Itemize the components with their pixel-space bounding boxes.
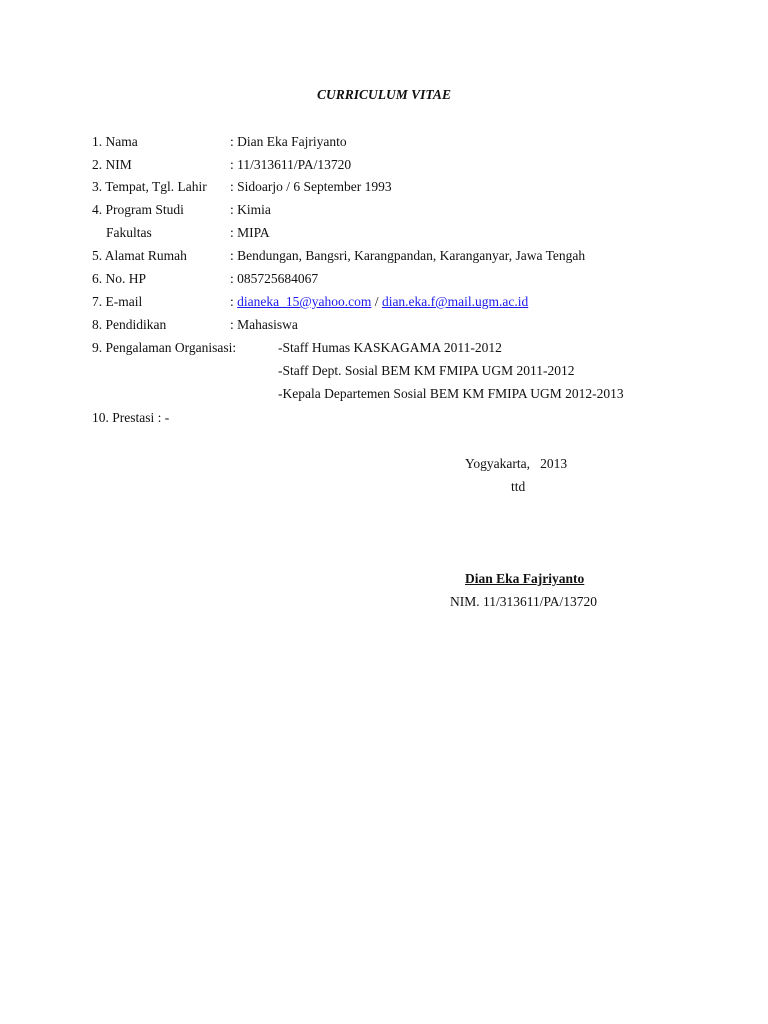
signature-place-date-text: Yogyakarta, 2013 xyxy=(465,456,568,471)
field-alamat-value: : Bendungan, Bangsri, Karangpandan, Karanganyar, Jawa Tengah xyxy=(230,248,586,263)
document-title: CURRICULUM VITAE xyxy=(317,87,451,102)
signature-nim: NIM. 11/313611/PA/13720 xyxy=(450,594,598,609)
email-prefix: : xyxy=(230,294,238,309)
field-email-label: 7. E-mail xyxy=(92,294,143,309)
field-prestasi-label: 10. Prestasi : - xyxy=(92,410,170,425)
field-prodi-value: : Kimia xyxy=(230,202,271,217)
field-ttl-value: : Sidoarjo / 6 September 1993 xyxy=(230,179,392,194)
field-nama-value: : Dian Eka Fajriyanto xyxy=(230,134,347,149)
field-organisasi-label: 9. Pengalaman Organisasi: xyxy=(92,340,237,355)
field-hp-value: : 085725684067 xyxy=(230,271,319,286)
email-separator: / xyxy=(371,294,382,309)
field-pendidikan-value: : Mahasiswa xyxy=(230,317,298,332)
organisasi-item: -Staff Dept. Sosial BEM KM FMIPA UGM 2011-2012 xyxy=(278,363,575,378)
field-ttl-label: 3. Tempat, Tgl. Lahir xyxy=(92,179,207,194)
field-email-value xyxy=(230,293,528,311)
field-prodi-label: 4. Program Studi xyxy=(92,202,184,217)
field-nim-label: 2. NIM xyxy=(92,157,132,172)
field-fakultas-label: Fakultas xyxy=(106,225,152,240)
email-link-ugm[interactable]: dian.eka.f@mail.ugm.ac.id xyxy=(381,294,529,309)
field-fakultas-value: : MIPA xyxy=(230,225,270,240)
field-pendidikan-label: 8. Pendidikan xyxy=(92,317,167,332)
signature-place-date xyxy=(465,455,567,473)
signature-ttd: ttd xyxy=(511,479,526,494)
email-link-yahoo[interactable]: dianeka_15@yahoo.com xyxy=(237,294,372,309)
field-alamat-label: 5. Alamat Rumah xyxy=(92,248,187,263)
signature-name: Dian Eka Fajriyanto xyxy=(465,571,585,586)
organisasi-item: -Kepala Departemen Sosial BEM KM FMIPA UGM 2012-2013 xyxy=(278,386,624,401)
field-nama-label: 1. Nama xyxy=(92,134,138,149)
field-nim-value: : 11/313611/PA/13720 xyxy=(230,157,352,172)
organisasi-item: -Staff Humas KASKAGAMA 2011-2012 xyxy=(278,340,502,355)
field-hp-label: 6. No. HP xyxy=(92,271,147,286)
